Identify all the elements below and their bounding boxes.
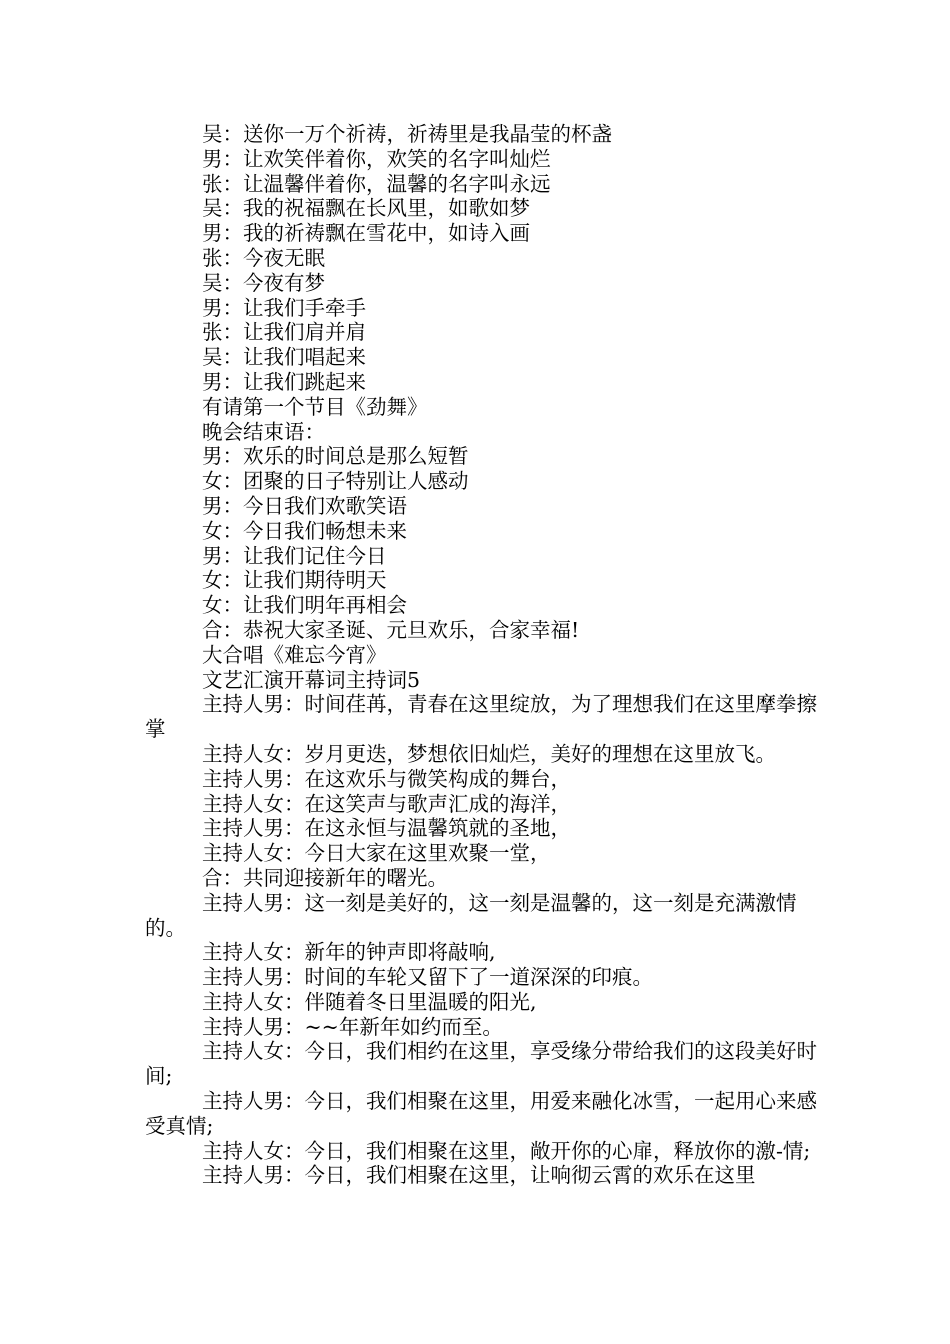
script-paragraph: 主持人女：今日，我们相约在这里，享受缘分带给我们的这段美好时间; <box>145 1039 817 1089</box>
script-paragraph: 主持人男：这一刻是美好的，这一刻是温馨的，这一刻是充满激情的。 <box>145 890 797 940</box>
script-paragraph: 主持人女：在这笑声与歌声汇成的海洋， <box>202 791 571 816</box>
script-paragraph: 主持人女：新年的钟声即将敲响, <box>202 940 496 965</box>
script-line: 张：让我们肩并肩 <box>202 320 366 345</box>
script-line: 张：让温馨伴着你，温馨的名字叫永远 <box>202 171 551 196</box>
script-line: 女：让我们明年再相会 <box>202 593 407 618</box>
script-line: 吴：让我们唱起来 <box>202 345 366 370</box>
script-paragraph: 主持人男：在这欢乐与微笑构成的舞台， <box>202 766 571 791</box>
script-line: 男：让欢笑伴着你，欢笑的名字叫灿烂 <box>202 146 551 171</box>
script-line: 女：让我们期待明天 <box>202 568 387 593</box>
script-line: 吴：送你一万个祈祷，祈祷里是我晶莹的杯盏 <box>202 122 612 146</box>
script-line: 男：欢乐的时间总是那么短暂 <box>202 444 469 469</box>
script-line: 男：让我们记住今日 <box>202 543 387 568</box>
script-paragraph: 主持人男：时间荏苒，青春在这里绽放，为了理想我们在这里摩拳擦掌 <box>145 692 817 742</box>
script-paragraph: 主持人男：今日，我们相聚在这里，用爱来融化冰雪，一起用心来感受真情; <box>145 1089 817 1138</box>
script-line: 合：恭祝大家圣诞、元旦欢乐，合家幸福! <box>202 617 580 642</box>
script-paragraph: 主持人女：伴随着冬日里温暖的阳光, <box>202 989 537 1014</box>
script-paragraph: 主持人男：时间的车轮又留下了一道深深的印痕。 <box>202 965 653 990</box>
script-paragraph: 主持人女：今日大家在这里欢聚一堂， <box>202 841 551 866</box>
script-line: 吴：今夜有梦 <box>202 270 325 295</box>
script-line: 吴：我的祝福飘在长风里，如歌如梦 <box>202 196 530 221</box>
script-line: 男：我的祈祷飘在雪花中，如诗入画 <box>202 221 530 246</box>
script-line: 大合唱《难忘今宵》 <box>202 642 387 667</box>
script-paragraph: 主持人女：岁月更迭，梦想依旧灿烂，美好的理想在这里放飞。 <box>202 741 776 766</box>
section-heading: 文艺汇演开幕词主持词5 <box>202 667 421 692</box>
script-line: 男：让我们跳起来 <box>202 369 366 394</box>
script-line: 有请第一个节目《劲舞》 <box>202 394 428 419</box>
section-heading: 晚会结束语： <box>202 419 325 444</box>
script-paragraph: 主持人男：在这永恒与温馨筑就的圣地， <box>202 816 571 841</box>
script-line: 女：团聚的日子特别让人感动 <box>202 469 469 494</box>
document-body <box>145 122 817 1188</box>
script-line: 女：今日我们畅想未来 <box>202 518 407 543</box>
script-paragraph: 合：共同迎接新年的曙光。 <box>202 865 448 890</box>
script-line: 张：今夜无眠 <box>202 245 325 270</box>
script-paragraph: 主持人男：今日，我们相聚在这里，让响彻云霄的欢乐在这里 <box>202 1163 756 1188</box>
script-paragraph: 主持人女：今日，我们相聚在这里，敞开你的心扉，释放你的激-情; <box>202 1138 811 1163</box>
script-paragraph: 主持人男：~~年新年如约而至。 <box>202 1014 503 1039</box>
script-line: 男：让我们手牵手 <box>202 295 366 320</box>
script-line: 男：今日我们欢歌笑语 <box>202 493 407 518</box>
